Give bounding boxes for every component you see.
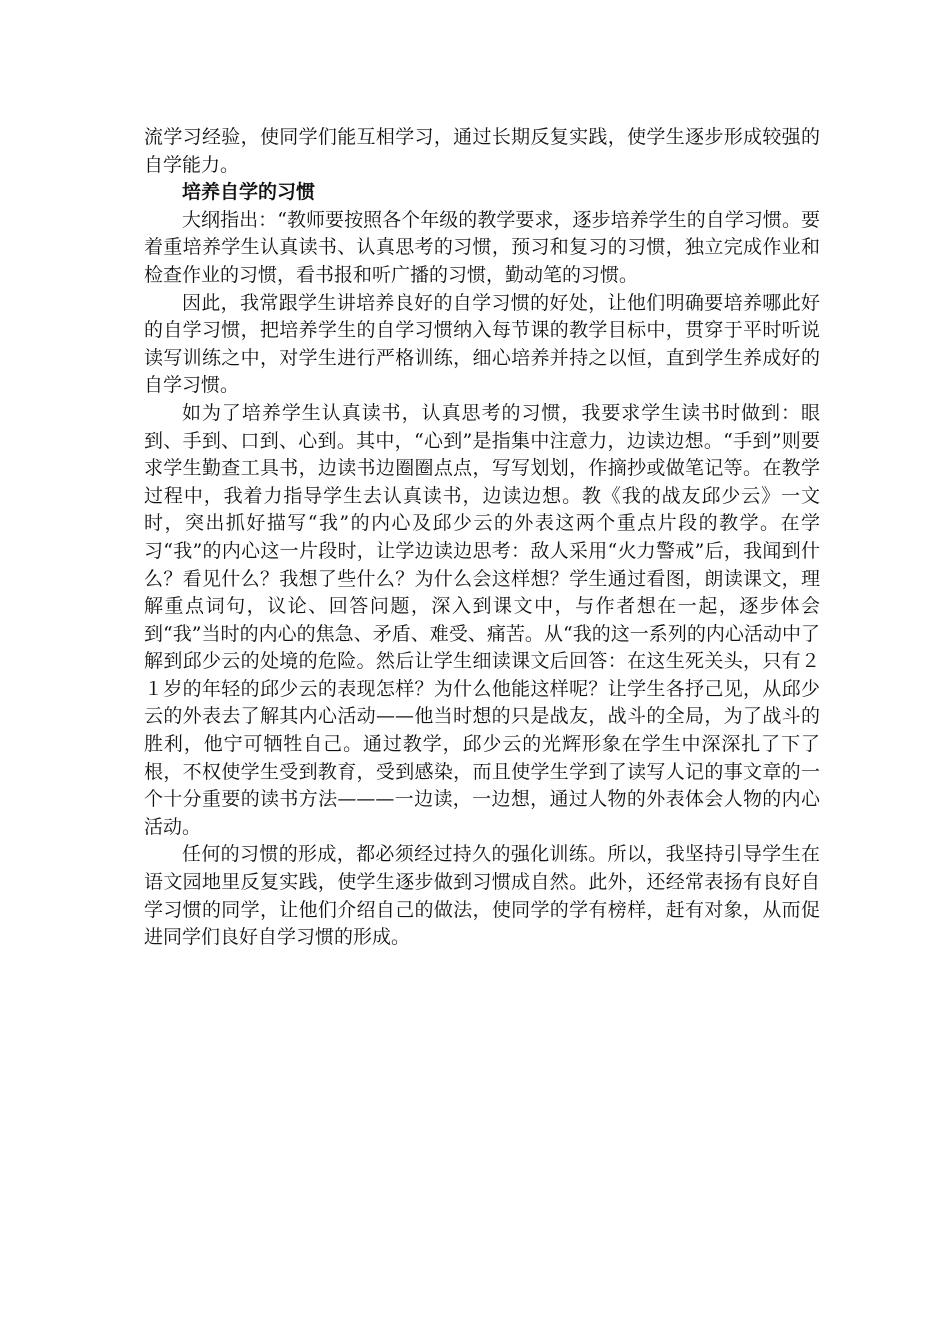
paragraph-syllabus-quote: 大纲指出：“教师要按照各个年级的教学要求，逐步培养学生的自学习惯。要着重培养学生认真读书、认真思考的习惯，预习和复习的习惯，独立完成作业和检查作业的习惯，看书报和听广播的习惯，勤动笔的习惯。 — [144, 208, 820, 286]
document-body — [144, 124, 820, 952]
section-heading: 培养自学的习惯 — [182, 181, 316, 204]
paragraph-therefore: 因此，我常跟学生讲培养良好的自学习惯的好处，让他们明确要培养哪此好的自学习惯，把培养学生的自学习惯纳入每节课的教学目标中，贯穿于平时听说读写训练之中，对学生进行严格训练，细心培养并持之以恒，直到学生养成好的自学习惯。 — [144, 291, 820, 397]
paragraph-example: 如为了培养学生认真读书，认真思考的习惯，我要求学生读书时做到：眼到、手到、口到、心到。其中，“心到”是指集中注意力，边读边想。“手到”则要求学生勤查工具书，边读书边圈圈点点，写写划划，作摘抄或做笔记等。在教学过程中，我着力指导学生去认真读书，边读边想。教《我的战友邱少云》一文时，突出抓好描写“我”的内心及邱少云的外表这两个重点片段的教学。在学习“我”的内心这一片段时，让学边读边思考：敌人采用“火力警戒”后，我闻到什么？看见什么？我想了些什么？为什么会这样想？学生通过看图，朗读课文，理解重点词句，议论、回答问题，深入到课文中，与作者想在一起，逐步体会到“我”当时的内心的焦急、矛盾、难受、痛苦。从“我的这一系列的内心活动中了解到邱少云的处境的危险。然后让学生细读课文后回答：在这生死关头，只有２１岁的年轻的邱少云的表现怎样？为什么他能这样呢？让学生各抒己见，从邱少云的外表去了解其内心活动——他当时想的只是战友，战斗的全局，为了战斗的胜利，他宁可牺牲自己。通过教学，邱少云的光辉形象在学生中深深扎了下了根，不权使学生受到教育，受到感染，而且使学生学到了读写人记的事文章的一个十分重要的读书方法———一边读，一边想，通过人物的外表体会人物的内心活动。 — [144, 401, 820, 838]
paragraph-conclusion: 任何的习惯的形成，都必须经过持久的强化训练。所以，我坚持引导学生在语文园地里反复实践，使学生逐步做到习惯成自然。此外，还经常表扬有良好自学习惯的同学，让他们介绍自己的做法，使同学的学有榜样，赶有对象，从而促进同学们良好自学习惯的形成。 — [144, 843, 820, 949]
paragraph-continuation: 流学习经验，使同学们能互相学习，通过长期反复实践，使学生逐步形成较强的自学能力。 — [144, 126, 820, 176]
